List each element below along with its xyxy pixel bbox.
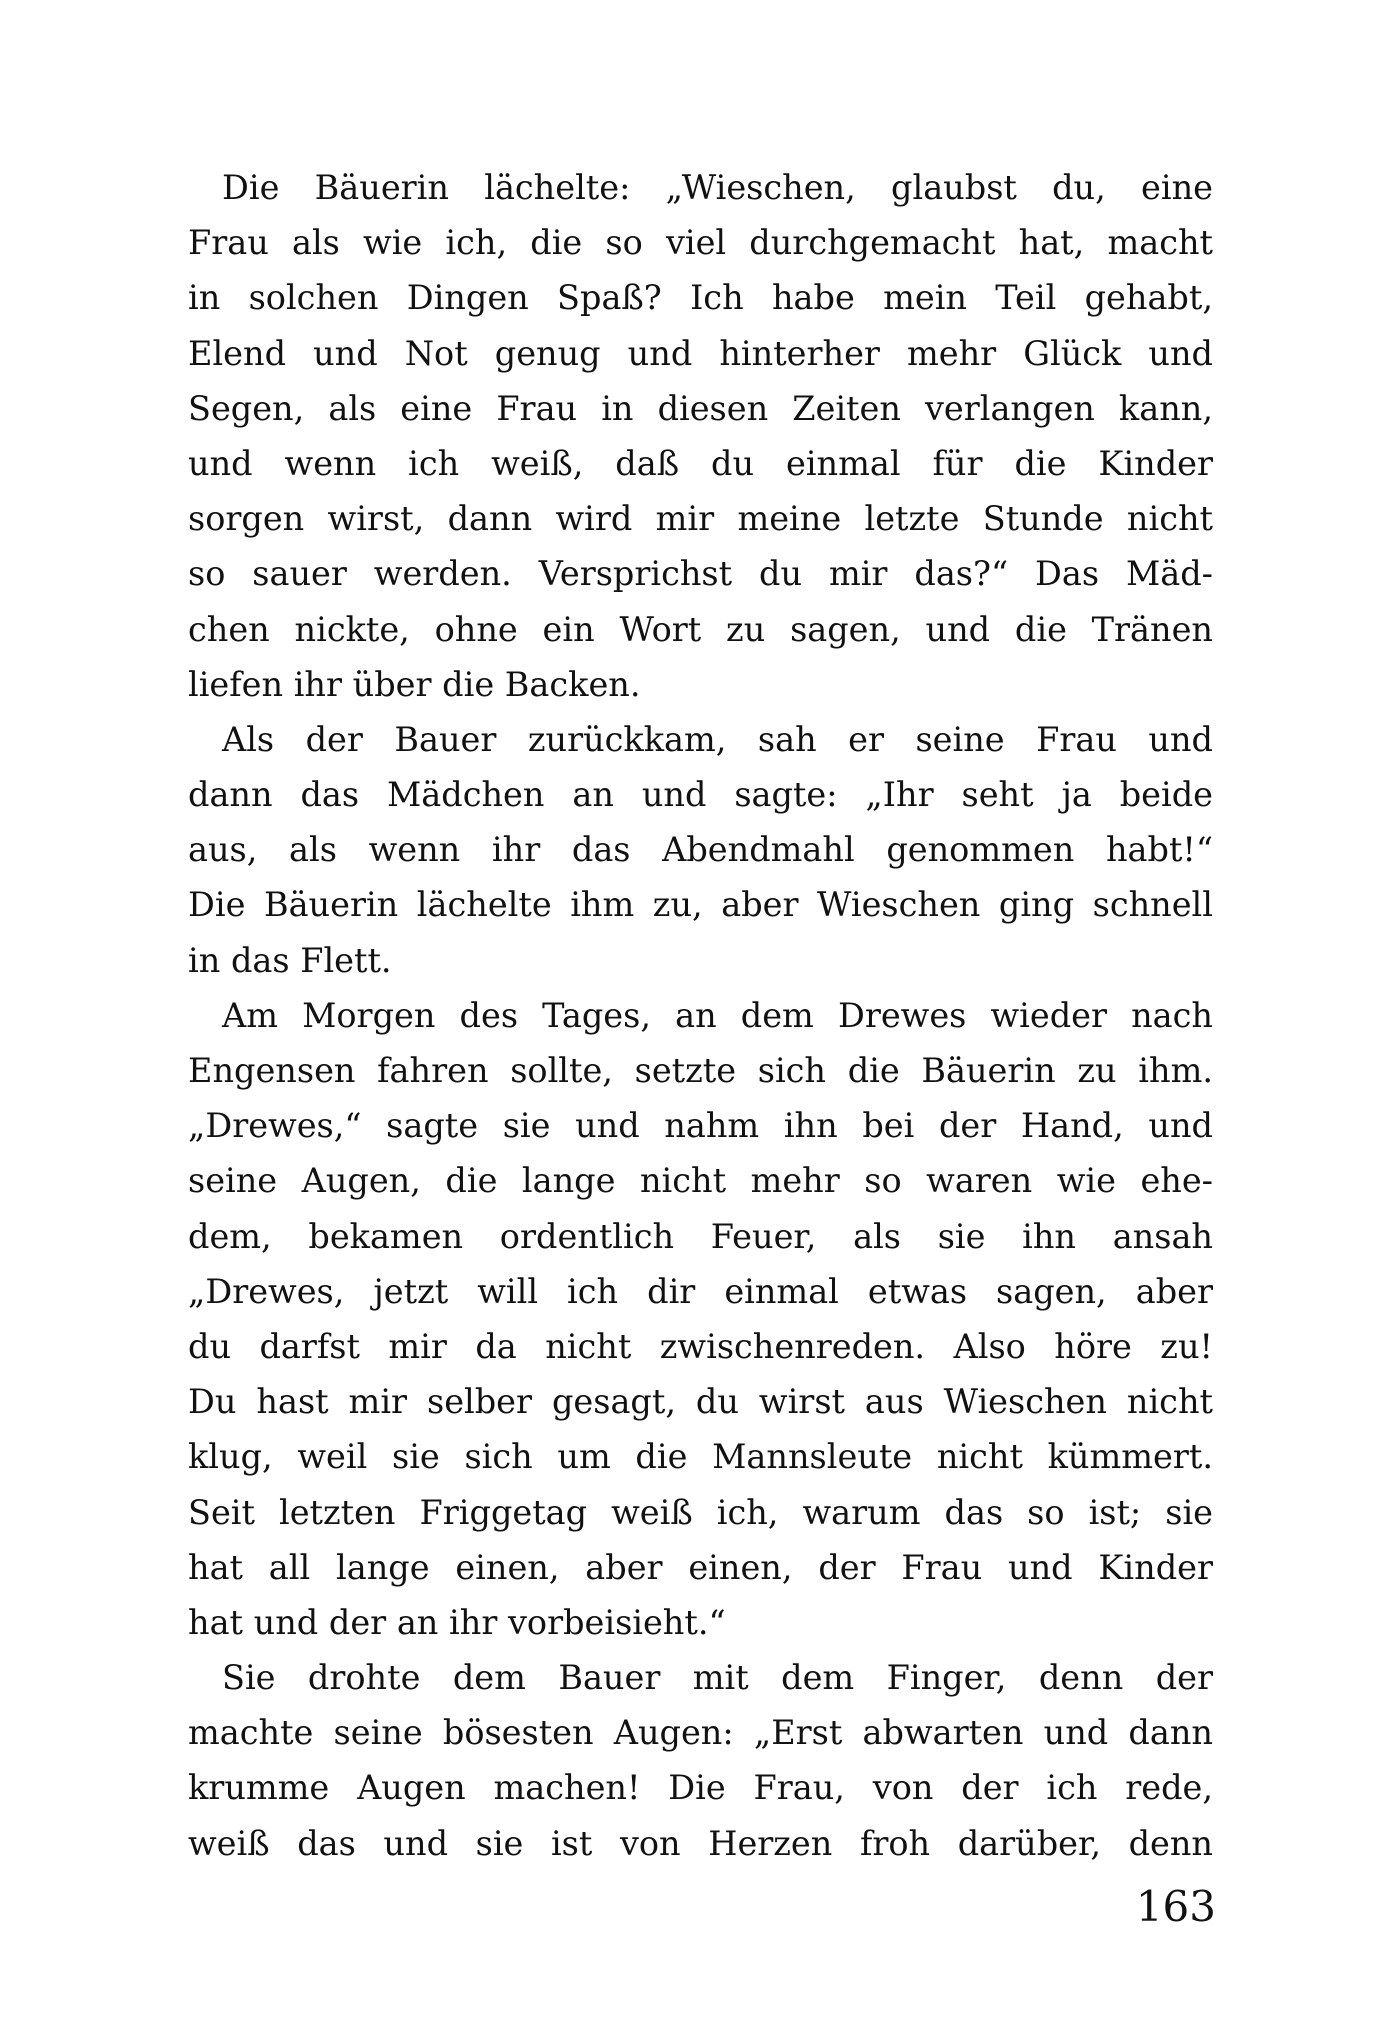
text-line: Sie drohte dem Bauer mit dem Finger, denn der <box>222 1658 1213 1698</box>
text-line: aus, als wenn ihr das Abendmahl genommen habt!“ <box>188 830 1213 870</box>
text-line: chen nickte, ohne ein Wort zu sagen, und die Tränen <box>188 609 1213 649</box>
text-line: Segen, als eine Frau in diesen Zeiten verlangen kann, <box>188 388 1213 428</box>
text-line: Engensen fahren sollte, setzte sich die Bäuerin zu ihm. <box>188 1051 1213 1090</box>
text-line: Als der Bauer zurückkam, sah er seine Frau und <box>222 719 1213 759</box>
text-line: dann das Mädchen an und sagte: „Ihr seht ja beide <box>188 775 1213 815</box>
text-line: Elend und Not genug und hinterher mehr Glück und <box>188 333 1213 373</box>
text-line: hat all lange einen, aber einen, der Frau und Kinder <box>188 1547 1213 1587</box>
text-line: Du hast mir selber gesagt, du wirst aus Wieschen nicht <box>188 1382 1213 1422</box>
text-line: „Drewes, jetzt will ich dir einmal etwas sagen, aber <box>188 1271 1213 1311</box>
text-line: Seit letzten Friggetag weiß ich, warum das so ist; sie <box>188 1492 1213 1532</box>
text-line: weiß das und sie ist von Herzen froh darüber, denn <box>188 1823 1213 1863</box>
text-line: krumme Augen machen! Die Frau, von der ich rede, <box>188 1768 1213 1808</box>
text-line: Am Morgen des Tages, an dem Drewes wieder nach <box>222 995 1213 1035</box>
text-line: seine Augen, die lange nicht mehr so waren wie ehe- <box>188 1161 1213 1201</box>
text-line: dem, bekamen ordentlich Feuer, als sie ihn ansah <box>188 1216 1213 1256</box>
page-number: 163 <box>1135 1882 1216 1931</box>
text-line: liefen ihr über die Backen. <box>188 664 641 704</box>
body-text <box>188 160 1213 1871</box>
text-line: und wenn ich weiß, daß du einmal für die Kinder <box>188 443 1213 483</box>
text-line: hat und der an ihr vorbeisieht.“ <box>188 1602 726 1642</box>
text-line: klug, weil sie sich um die Mannsleute nicht kümmert. <box>188 1437 1213 1477</box>
text-line: Die Bäuerin lächelte: „Wieschen, glaubst du, eine <box>222 168 1213 207</box>
text-line: Frau als wie ich, die so viel durchgemacht hat, macht <box>188 223 1213 263</box>
text-line: du darfst mir da nicht zwischenreden. Also höre zu! <box>188 1326 1213 1366</box>
text-line: „Drewes,“ sagte sie und nahm ihn bei der Hand, und <box>188 1106 1213 1146</box>
text-line: in solchen Dingen Spaß? Ich habe mein Teil gehabt, <box>188 278 1213 318</box>
text-line: machte seine bösesten Augen: „Erst abwarten und dann <box>188 1713 1213 1753</box>
text-line: so sauer werden. Versprichst du mir das?“ Das Mäd- <box>188 554 1213 594</box>
text-line: in das Flett. <box>188 940 392 980</box>
text-line: sorgen wirst, dann wird mir meine letzte Stunde nicht <box>188 499 1213 539</box>
text-line: Die Bäuerin lächelte ihm zu, aber Wieschen ging schnell <box>188 885 1213 925</box>
